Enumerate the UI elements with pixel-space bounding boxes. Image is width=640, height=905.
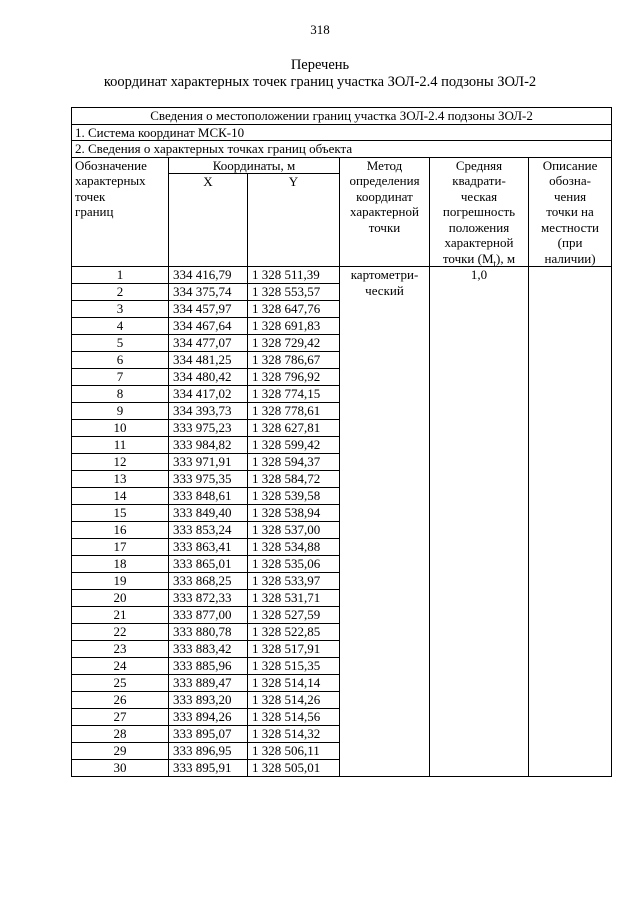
point-number: 24 bbox=[72, 658, 169, 675]
header-y: Y bbox=[248, 174, 340, 267]
title-line-1: Перечень bbox=[290, 57, 350, 73]
coord-y: 1 328 514,14 bbox=[248, 675, 340, 692]
coord-x: 333 893,20 bbox=[169, 692, 248, 709]
coord-y: 1 328 786,67 bbox=[248, 352, 340, 369]
point-number: 16 bbox=[72, 522, 169, 539]
coord-y: 1 328 538,94 bbox=[248, 505, 340, 522]
coord-x: 333 975,35 bbox=[169, 471, 248, 488]
coord-y: 1 328 778,61 bbox=[248, 403, 340, 420]
point-number: 7 bbox=[72, 369, 169, 386]
coord-y: 1 328 691,83 bbox=[248, 318, 340, 335]
coord-x: 333 889,47 bbox=[169, 675, 248, 692]
description-value bbox=[529, 267, 612, 777]
point-number: 29 bbox=[72, 743, 169, 760]
point-number: 26 bbox=[72, 692, 169, 709]
point-number: 15 bbox=[72, 505, 169, 522]
header-x: X bbox=[169, 174, 248, 267]
header-designation: Обозначение характерных точек границ bbox=[72, 157, 169, 267]
header-error: Средняя квадрати- ческая погрешность положения характерной точки $(M_t)$, м bbox=[430, 157, 529, 267]
coord-x: 333 863,41 bbox=[169, 539, 248, 556]
coord-x: 333 896,95 bbox=[169, 743, 248, 760]
coord-y: 1 328 535,06 bbox=[248, 556, 340, 573]
coord-x: 333 885,96 bbox=[169, 658, 248, 675]
header-coordinates: Координаты, м bbox=[169, 157, 340, 174]
page-number: 318 bbox=[310, 22, 330, 37]
coord-x: 333 849,40 bbox=[169, 505, 248, 522]
section-header: Сведения о местоположении границ участка ЗОЛ-2.4 подзоны ЗОЛ-2 bbox=[72, 108, 612, 125]
coord-x: 333 877,00 bbox=[169, 607, 248, 624]
point-number: 9 bbox=[72, 403, 169, 420]
coord-x: 334 477,07 bbox=[169, 335, 248, 352]
coord-y: 1 328 514,56 bbox=[248, 709, 340, 726]
coord-x: 334 457,97 bbox=[169, 301, 248, 318]
point-number: 3 bbox=[72, 301, 169, 318]
point-number: 6 bbox=[72, 352, 169, 369]
point-number: 18 bbox=[72, 556, 169, 573]
coord-y: 1 328 505,01 bbox=[248, 760, 340, 777]
coord-x: 334 416,79 bbox=[169, 267, 248, 284]
coordinates-table bbox=[71, 107, 612, 777]
coord-y: 1 328 533,97 bbox=[248, 573, 340, 590]
coord-x: 333 894,26 bbox=[169, 709, 248, 726]
point-number: 28 bbox=[72, 726, 169, 743]
coord-y: 1 328 506,11 bbox=[248, 743, 340, 760]
coord-y: 1 328 531,71 bbox=[248, 590, 340, 607]
header-method: Метод определения координат характерной точки bbox=[340, 157, 430, 267]
coord-y: 1 328 539,58 bbox=[248, 488, 340, 505]
point-number: 30 bbox=[72, 760, 169, 777]
coord-x: 333 895,91 bbox=[169, 760, 248, 777]
coord-x: 334 481,25 bbox=[169, 352, 248, 369]
coord-y: 1 328 537,00 bbox=[248, 522, 340, 539]
coord-x: 333 853,24 bbox=[169, 522, 248, 539]
title-line-2: координат характерных точек границ участка ЗОЛ-2.4 подзоны ЗОЛ-2 bbox=[103, 74, 537, 90]
point-number: 12 bbox=[72, 454, 169, 471]
coord-y: 1 328 599,42 bbox=[248, 437, 340, 454]
point-number: 25 bbox=[72, 675, 169, 692]
coord-y: 1 328 729,42 bbox=[248, 335, 340, 352]
point-number: 5 bbox=[72, 335, 169, 352]
coord-x: 333 971,91 bbox=[169, 454, 248, 471]
coord-y: 1 328 514,26 bbox=[248, 692, 340, 709]
point-number: 20 bbox=[72, 590, 169, 607]
point-number: 17 bbox=[72, 539, 169, 556]
coord-y: 1 328 515,35 bbox=[248, 658, 340, 675]
point-number: 19 bbox=[72, 573, 169, 590]
coord-x: 333 868,25 bbox=[169, 573, 248, 590]
document-title bbox=[0, 57, 640, 91]
coord-y: 1 328 511,39 bbox=[248, 267, 340, 284]
point-number: 2 bbox=[72, 284, 169, 301]
coord-y: 1 328 517,91 bbox=[248, 641, 340, 658]
method-value: картометри- ческий bbox=[340, 267, 430, 777]
coord-x: 334 480,42 bbox=[169, 369, 248, 386]
coord-y: 1 328 594,37 bbox=[248, 454, 340, 471]
coord-x: 333 848,61 bbox=[169, 488, 248, 505]
point-number: 27 bbox=[72, 709, 169, 726]
coord-x: 333 872,33 bbox=[169, 590, 248, 607]
coord-y: 1 328 527,59 bbox=[248, 607, 340, 624]
coord-x: 333 865,01 bbox=[169, 556, 248, 573]
coord-y: 1 328 553,57 bbox=[248, 284, 340, 301]
coord-x: 333 883,42 bbox=[169, 641, 248, 658]
coord-y: 1 328 584,72 bbox=[248, 471, 340, 488]
coord-y: 1 328 647,76 bbox=[248, 301, 340, 318]
coord-x: 334 467,64 bbox=[169, 318, 248, 335]
point-number: 14 bbox=[72, 488, 169, 505]
point-number: 4 bbox=[72, 318, 169, 335]
coord-x: 333 984,82 bbox=[169, 437, 248, 454]
error-value: 1,0 bbox=[430, 267, 529, 777]
coord-x: 334 375,74 bbox=[169, 284, 248, 301]
coord-y: 1 328 627,81 bbox=[248, 420, 340, 437]
point-number: 21 bbox=[72, 607, 169, 624]
point-number: 8 bbox=[72, 386, 169, 403]
points-section-title: 2. Сведения о характерных точках границ объекта bbox=[72, 141, 612, 158]
coord-y: 1 328 534,88 bbox=[248, 539, 340, 556]
coordinate-system: 1. Система координат МСК-10 bbox=[72, 124, 612, 141]
point-number: 22 bbox=[72, 624, 169, 641]
coord-y: 1 328 774,15 bbox=[248, 386, 340, 403]
coord-y: 1 328 514,32 bbox=[248, 726, 340, 743]
coord-y: 1 328 796,92 bbox=[248, 369, 340, 386]
coord-x: 333 880,78 bbox=[169, 624, 248, 641]
point-number: 11 bbox=[72, 437, 169, 454]
header-description: Описание обозна- чения точки на местности (при наличии) bbox=[529, 157, 612, 267]
point-number: 13 bbox=[72, 471, 169, 488]
coord-x: 333 975,23 bbox=[169, 420, 248, 437]
table-row bbox=[72, 267, 612, 284]
point-number: 10 bbox=[72, 420, 169, 437]
coord-y: 1 328 522,85 bbox=[248, 624, 340, 641]
coord-x: 334 393,73 bbox=[169, 403, 248, 420]
coord-x: 334 417,02 bbox=[169, 386, 248, 403]
coord-x: 333 895,07 bbox=[169, 726, 248, 743]
point-number: 23 bbox=[72, 641, 169, 658]
point-number: 1 bbox=[72, 267, 169, 284]
